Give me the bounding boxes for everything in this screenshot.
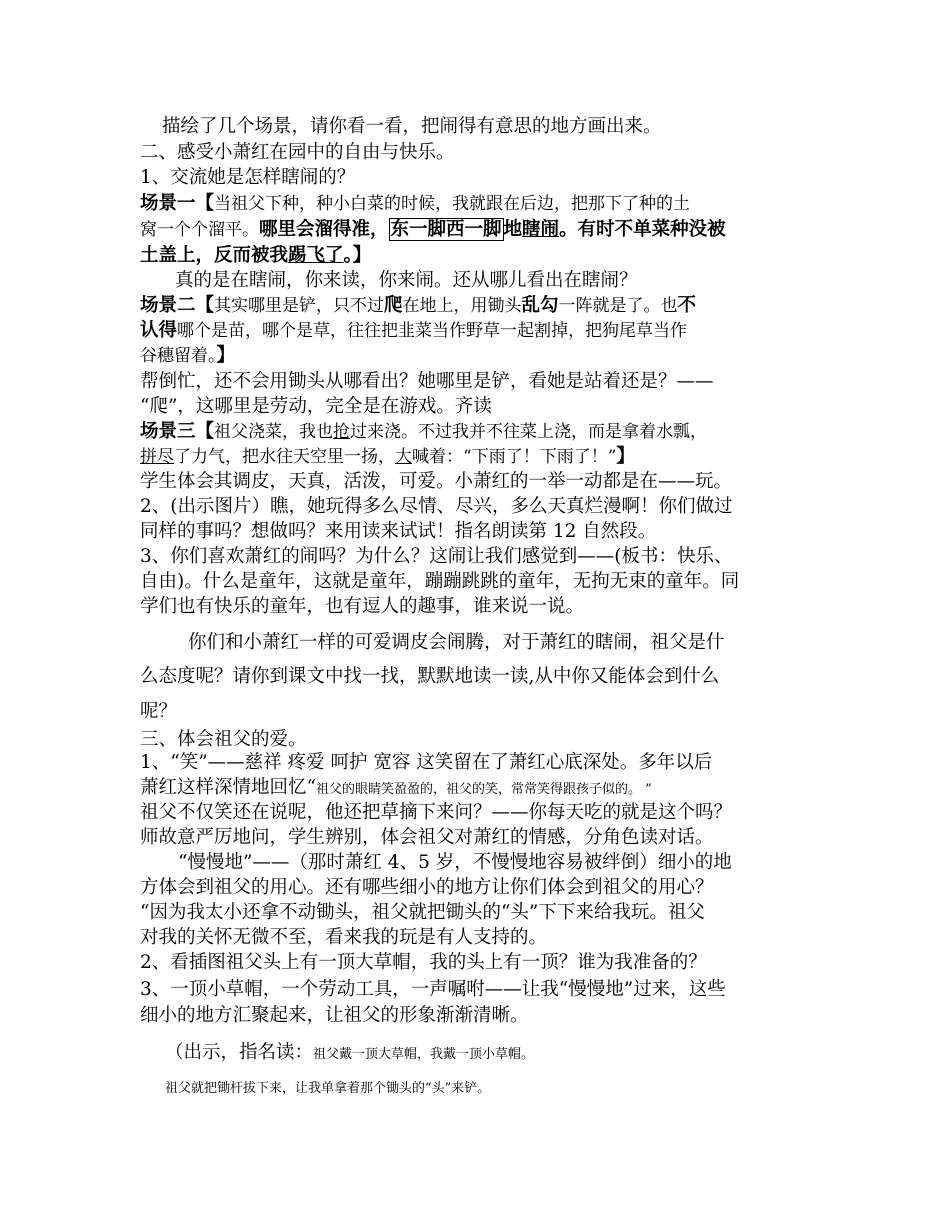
paragraph: “因为我太小还拿不动锄头，祖父就把锄头的“头”下下来给我玩。祖父 — [140, 902, 705, 923]
paragraph: 师故意严厉地问，学生辨别，体会祖父对萧红的情感，分角色读对话。 — [140, 827, 714, 848]
paragraph: “慢慢地”——（那时萧红 4、5 岁，不慢慢地容易被绊倒）细小的地 — [178, 852, 732, 873]
scene-one-line-3: 土盖上，反而被我踢飞了。】 — [140, 245, 372, 266]
paragraph: 3、一顶小草帽，一个劳动工具，一声嘱咐——让我“慢慢地”过来，这些 — [140, 979, 726, 1000]
paragraph: 帮倒忙，还不会用锄头从哪看出？她哪里是铲，看她是站着还是？—— — [140, 371, 714, 392]
scene-one-line-2: 窝一个个溜平。哪里会溜得准， 东一脚西一脚 地瞎闹。有时不单菜种没被 — [140, 219, 726, 240]
paragraph: 你们和小萧红一样的可爱调皮会闹腾，对于萧红的瞎闹，祖父是什 — [188, 632, 725, 653]
subheading: 1、交流她是怎样瞎闹的？ — [140, 167, 356, 188]
scene-two-line-2: 认得哪个是苗，哪个是草，往往把韭菜当作野草一起割掉，把狗尾草当作 — [140, 320, 688, 341]
paragraph: （出示，指名读：祖父戴一顶大草帽，我戴一顶小草帽。 — [165, 1042, 535, 1063]
paragraph: 祖父不仅笑还在说呢，他还把草摘下来问？——你每天吃的就是这个吗？ — [140, 802, 733, 823]
paragraph: 方体会到祖父的用心。还有哪些细小的地方让你们体会到祖父的用心？ — [140, 877, 714, 898]
paragraph: 么态度呢？请你到课文中找一找，默默地读一读,从中你又能体会到什么 — [140, 666, 720, 687]
paragraph: 学生体会其调皮，天真，活泼，可爱。小萧红的一举一动都是在——玩。 — [140, 471, 733, 492]
section-heading: 三、体会祖父的爱。 — [140, 729, 307, 750]
paragraph: 同样的事吗？想做吗？来用读来试试！指名朗读第 12 自然段。 — [140, 521, 657, 542]
paragraph: 描绘了几个场景，请你看一看，把闹得有意思的地方画出来。 — [162, 116, 662, 137]
paragraph: 萧红这样深情地回忆“祖父的眼睛笑盈盈的，祖父的笑，常常笑得跟孩子似的。 ” — [140, 777, 652, 798]
scene-two-line-3: 谷穗留着。】 — [140, 345, 236, 366]
scene-three-line-1: 场景三【祖父浇菜，我也抢过来浇。不过我并不往菜上浇，而是拿着水瓢， — [140, 421, 708, 442]
paragraph: 自由)。什么是童年，这就是童年，蹦蹦跳跳的童年，无拘无束的童年。同 — [140, 571, 740, 592]
paragraph: 真的是在瞎闹，你来读，你来闹。还从哪儿看出在瞎闹？ — [175, 270, 638, 291]
paragraph: 学们也有快乐的童年，也有逗人的趣事，谁来说一说。 — [140, 596, 585, 617]
scene-three-line-2: 拼尽了力气，把水往天空里一扬，大喊着：“下雨了！下雨了！”】 — [140, 446, 635, 467]
paragraph: 对我的关怀无微不至，看来我的玩是有人支持的。 — [140, 927, 548, 948]
boxed-phrase: 东一脚西一脚 — [390, 219, 502, 240]
section-heading: 二、感受小萧红在园中的自由与快乐。 — [140, 142, 455, 163]
quote-line: 祖父就把锄杆拔下来，让我单拿着那个锄头的“头”来铲。 — [165, 1081, 491, 1096]
paragraph: 2、看插图祖父头上有一顶大草帽，我的头上有一顶？谁为我准备的？ — [140, 952, 707, 973]
scene-one-line-1: 场景一【当祖父下种，种小白菜的时候，我就跟在后边，把那下了种的土 — [140, 193, 691, 214]
paragraph: “爬”，这哪里是劳动，完全是在游戏。齐读 — [140, 396, 492, 417]
paragraph: 呢？ — [140, 701, 178, 722]
paragraph: 2、(出示图片）瞧，她玩得多么尽情、尽兴，多么天真烂漫啊！你们做过 — [140, 496, 733, 517]
paragraph: 3、你们喜欢萧红的闹吗？为什么？这闹让我们感觉到——(板书：快乐、 — [140, 546, 733, 567]
paragraph: 细小的地方汇聚起来，让祖父的形象渐渐清晰。 — [140, 1005, 529, 1026]
paragraph: 1、“笑”——慈祥 疼爱 呵护 宽容 这笑留在了萧红心底深处。多年以后 — [140, 752, 713, 773]
scene-two-line-1: 场景二【其实哪里是铲，只不过爬在地上，用锄头乱勾一阵就是了。也不 — [140, 295, 697, 316]
